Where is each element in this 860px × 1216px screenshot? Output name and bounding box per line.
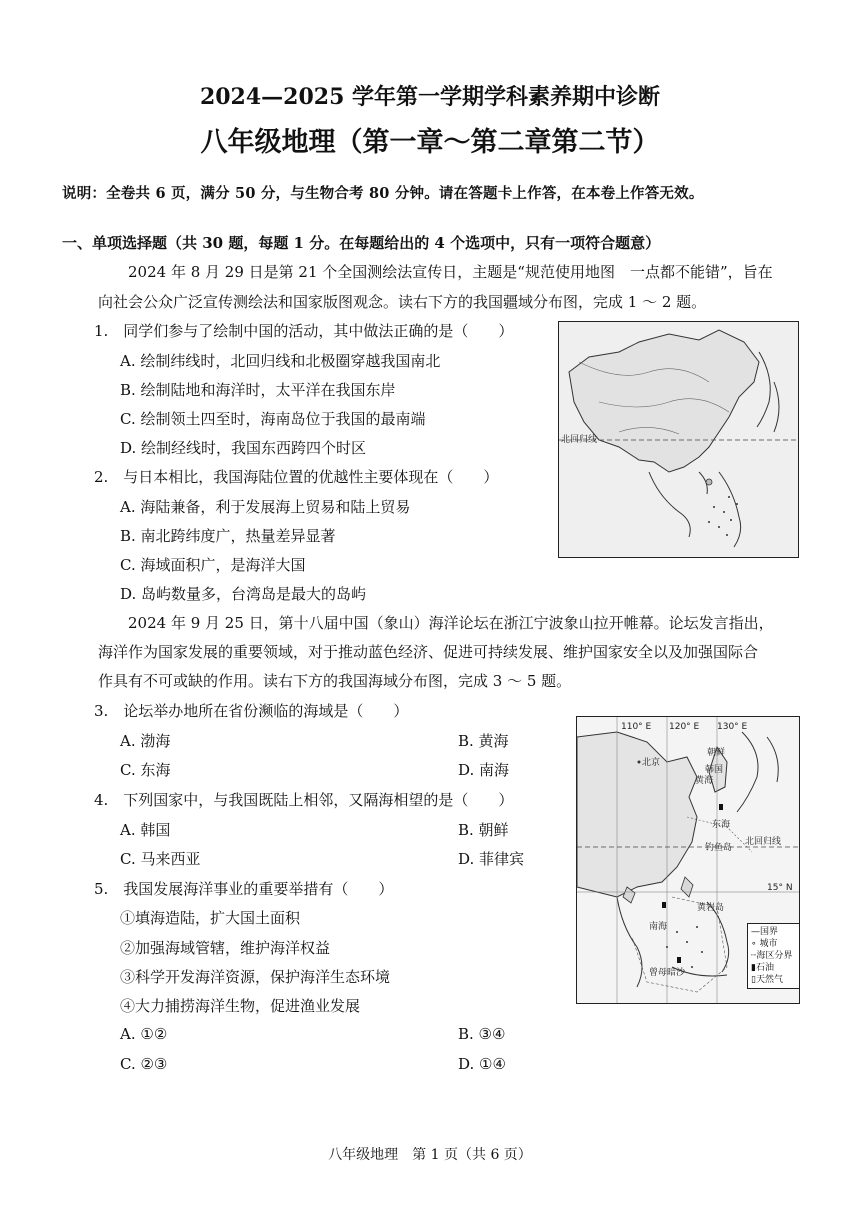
exam-subtitle: 八年级地理（第一章～第二章第二节） (200, 127, 660, 158)
map2-zengmu: 曾母暗沙 (649, 968, 686, 978)
question-3-option-a: A. 渤海 (120, 732, 171, 750)
question-3-option-c: C. 东海 (120, 761, 171, 779)
question-1-option-b: B. 绘制陆地和海洋时，太平洋在我国东岸 (120, 381, 396, 399)
section-heading: 一、单项选择题（共 30 题，每题 1 分。在每题给出的 4 个选项中，只有一项符合题意） (62, 234, 661, 252)
map2-east-sea: 东海 (712, 820, 731, 830)
map2-lon-130: 130° E (717, 722, 748, 732)
question-5-statement-3: ③科学开发海洋资源，保护海洋生态环境 (120, 968, 391, 986)
question-3-stem: 3. 论坛举办地所在省份濒临的海域是（ ） (94, 702, 409, 720)
question-5-statement-1: ①填海造陆，扩大国土面积 (120, 909, 301, 927)
map2-north-korea: 朝鲜 (707, 748, 726, 758)
intro1-line1: 2024 年 8 月 29 日是第 21 个全国测绘法宣传日，主题是“规范使用地图 一点都不能错”，旨在 (128, 263, 773, 281)
question-5-option-b: B. ③④ (458, 1025, 506, 1043)
question-1-option-d: D. 绘制经线时，我国东西跨四个时区 (120, 439, 367, 457)
legend-sea-boundary: ┈海区分界 (751, 951, 793, 961)
intro1-line2: 向社会公众广泛宣传测绘法和国家版图观念。读右下方的我国疆域分布图，完成 1 ～ 2 题。 (98, 293, 707, 311)
legend-border: —国界 (751, 927, 779, 937)
question-5-stem: 5. 我国发展海洋事业的重要举措有（ ） (94, 880, 394, 898)
instructions: 说明：全卷共 6 页，满分 50 分，与生物合考 80 分钟。请在答题卡上作答，在本卷上作答无效。 (62, 185, 704, 202)
map2-lat-15: 15° N (767, 883, 793, 893)
question-1-option-c: C. 绘制领土四至时，海南岛位于我国的最南端 (120, 410, 426, 428)
map2-south-sea: 南海 (649, 922, 668, 932)
map1-tropic-label: 北回归线 (561, 435, 598, 445)
question-4-option-b: B. 朝鲜 (458, 821, 509, 839)
legend-gas: ▯天然气 (751, 975, 783, 985)
question-5-option-c: C. ②③ (120, 1055, 168, 1073)
question-5-statement-2: ②加强海域管辖，维护海洋权益 (120, 939, 331, 957)
question-3-option-b: B. 黄海 (458, 732, 509, 750)
question-4-option-d: D. 菲律宾 (458, 850, 525, 868)
question-2-option-a: A. 海陆兼备，利于发展海上贸易和陆上贸易 (120, 498, 411, 516)
question-4-option-c: C. 马来西亚 (120, 850, 201, 868)
question-2-stem: 2. 与日本相比，我国海陆位置的优越性主要体现在（ ） (94, 468, 499, 486)
map2-beijing: 北京 (642, 758, 661, 768)
legend-city: ∘ 城市 (751, 939, 778, 949)
question-5-option-d: D. ①④ (458, 1055, 506, 1073)
china-territory-map (558, 321, 799, 558)
map2-diaoyu: 钓鱼岛 (705, 843, 733, 853)
question-2-option-d: D. 岛屿数量多，台湾岛是最大的岛屿 (120, 585, 367, 603)
intro2-line1: 2024 年 9 月 25 日，第十八届中国（象山）海洋论坛在浙江宁波象山拉开帷幕。论坛发言指出， (128, 614, 774, 632)
map2-tropic: 北回归线 (745, 837, 782, 847)
question-2-option-c: C. 海域面积广，是海洋大国 (120, 556, 306, 574)
map2-lon-110: 110° E (621, 722, 652, 732)
map2-huangyan: 黄岩岛 (697, 903, 725, 913)
question-1-option-a: A. 绘制纬线时，北回归线和北极圈穿越我国南北 (120, 352, 441, 370)
map2-legend (747, 923, 800, 989)
page-footer: 八年级地理 第 1 页（共 6 页） (328, 1147, 532, 1163)
question-4-option-a: A. 韩国 (120, 821, 171, 839)
intro2-line3: 作具有不可或缺的作用。读右下方的我国海域分布图，完成 3 ～ 5 题。 (98, 672, 572, 690)
question-4-stem: 4. 下列国家中，与我国既陆上相邻，又隔海相望的是（ ） (94, 791, 514, 809)
legend-oil: ▮石油 (751, 963, 774, 973)
china-sea-map (576, 716, 800, 1004)
map2-south-korea: 韩国 (705, 765, 724, 775)
question-5-statement-4: ④大力捕捞海洋生物，促进渔业发展 (120, 997, 361, 1015)
intro2-line2: 海洋作为国家发展的重要领域，对于推动蓝色经济、促进可持续发展、维护国家安全以及加强国际合 (98, 643, 759, 661)
exam-title: 2024—2025 学年第一学期学科素养期中诊断 (199, 84, 661, 110)
map2-yellow-sea: 黄海 (695, 776, 714, 786)
question-2-option-b: B. 南北跨纬度广，热量差异显著 (120, 527, 336, 545)
question-5-option-a: A. ①② (120, 1025, 168, 1043)
map2-lon-120: 120° E (669, 722, 700, 732)
question-3-option-d: D. 南海 (458, 761, 510, 779)
question-1-stem: 1. 同学们参与了绘制中国的活动，其中做法正确的是（ ） (94, 322, 514, 340)
